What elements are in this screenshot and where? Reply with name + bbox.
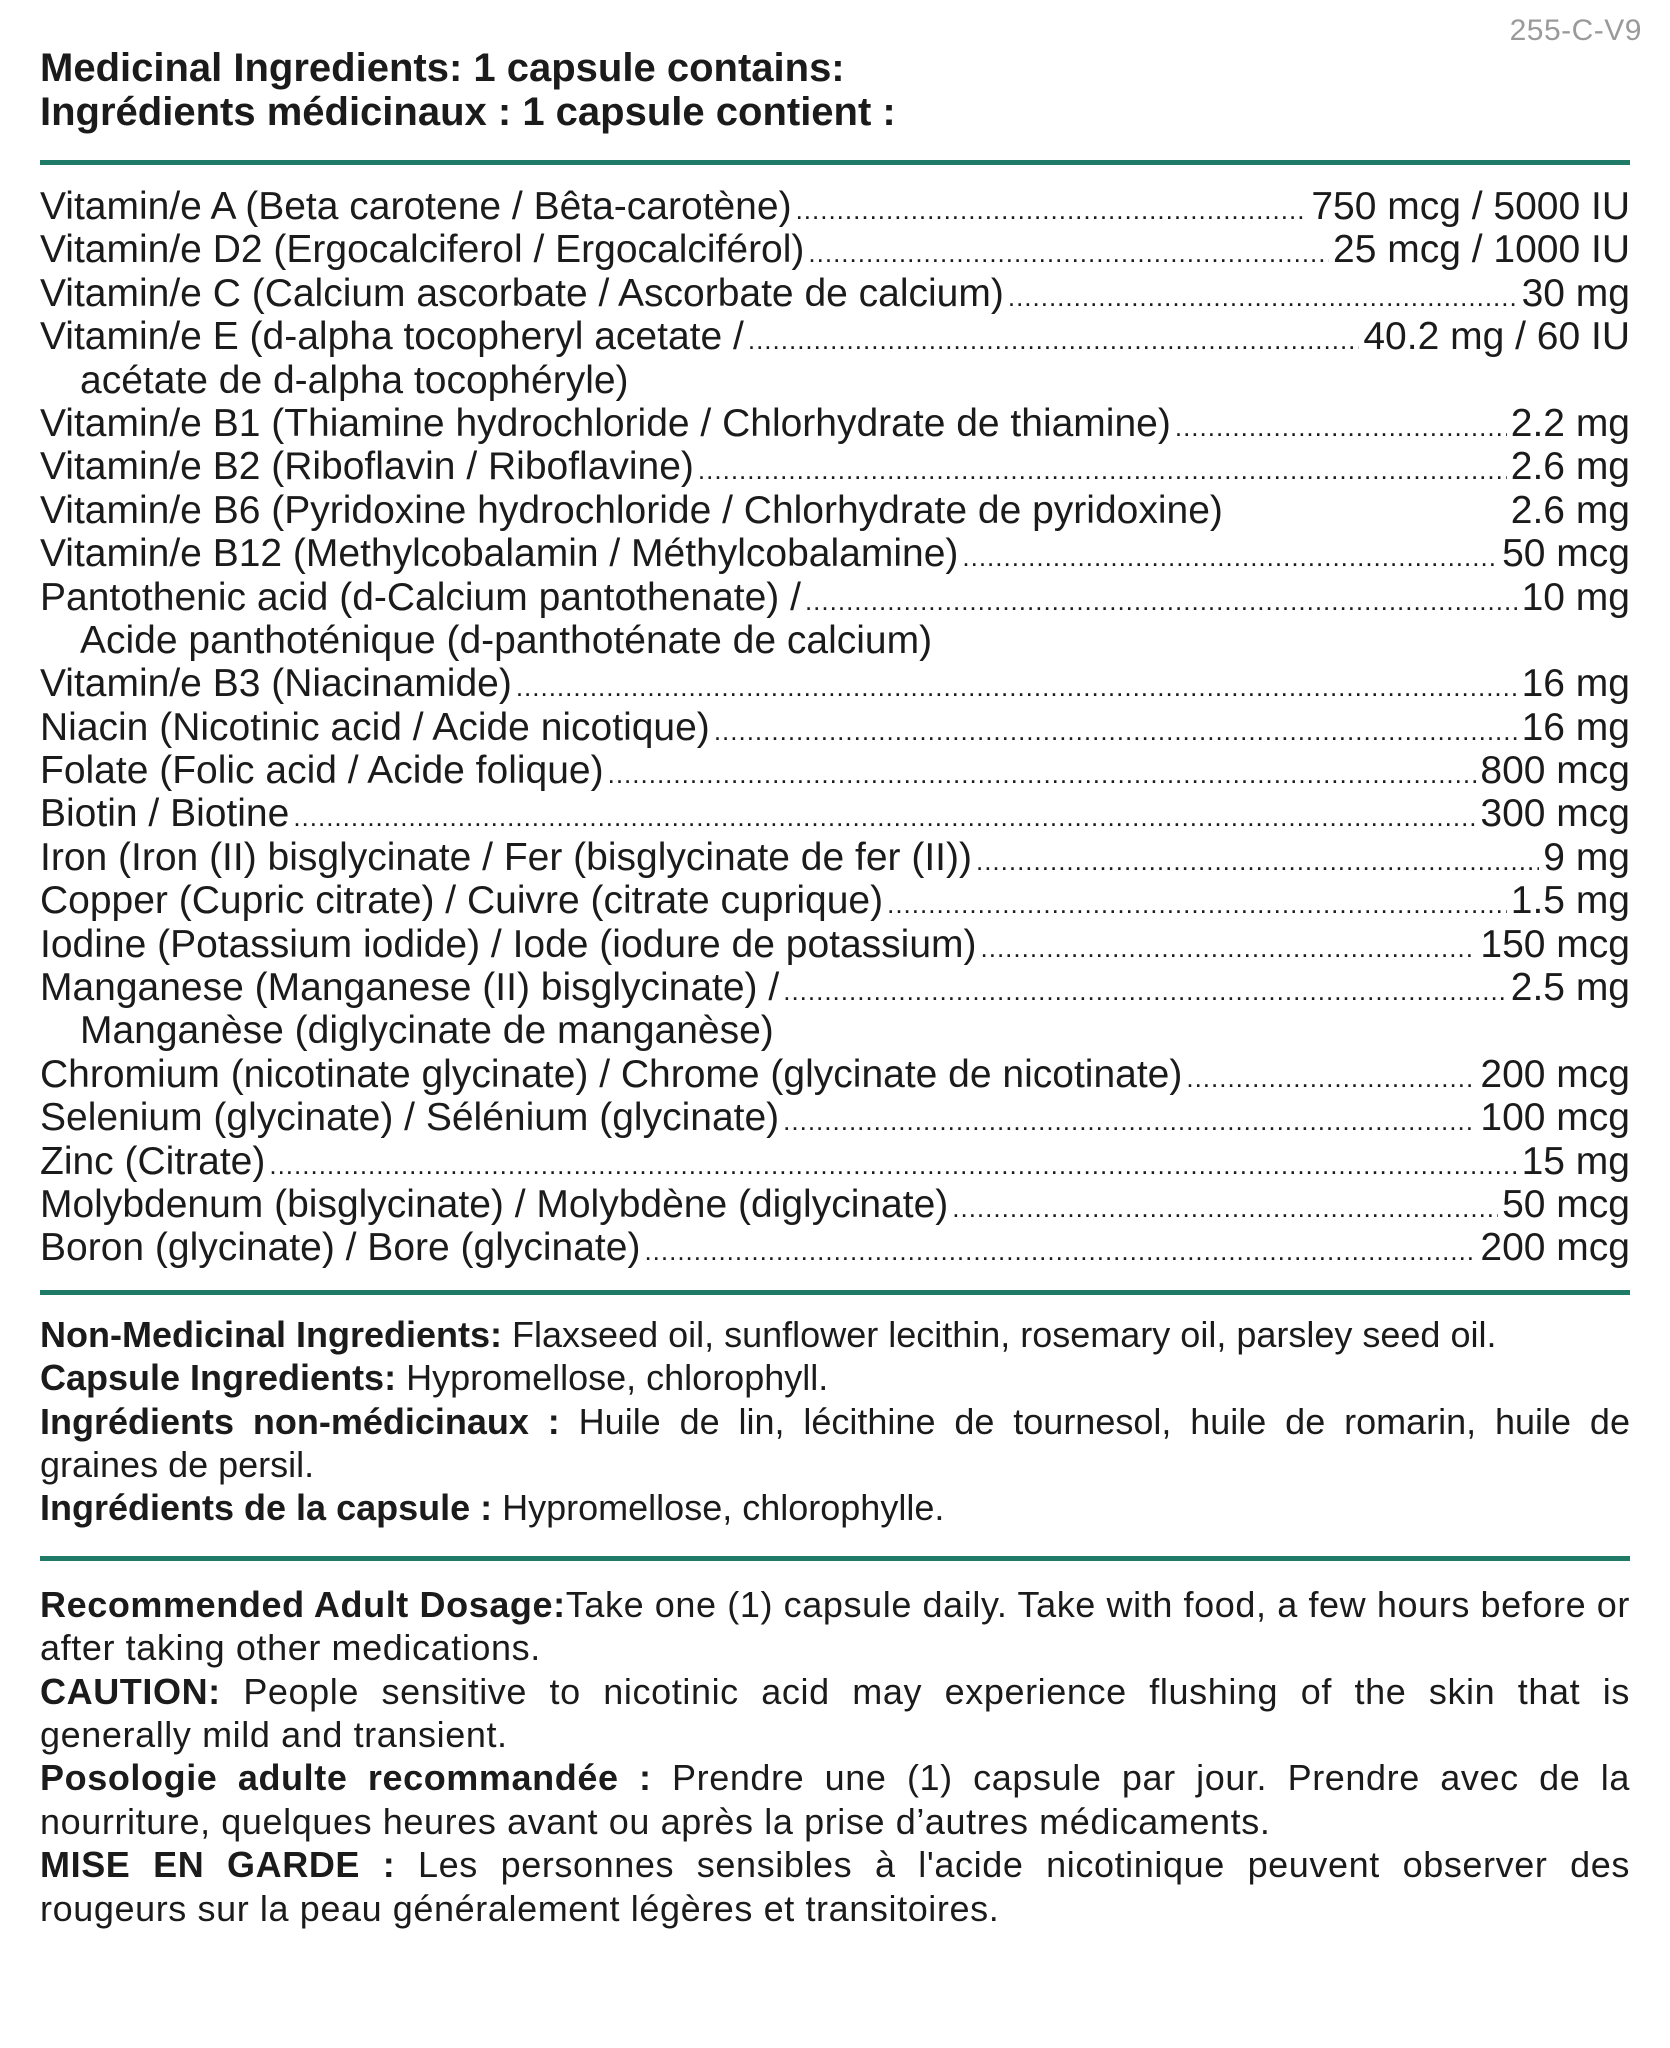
non-medicinal-en-label: Non-Medicinal Ingredients:	[40, 1313, 503, 1355]
dot-leader	[1008, 272, 1518, 315]
ingredient-name: Vitamin/e B1 (Thiamine hydrochloride / Chlorhydrate de thiamine)	[40, 401, 1171, 445]
ingredient-amount: 200 mcg	[1480, 1052, 1630, 1096]
ingredient-row	[40, 315, 1630, 358]
ingredient-name: Vitamin/e D2 (Ergocalciferol / Ergocalciférol)	[40, 228, 805, 272]
ingredient-row	[40, 576, 1630, 619]
dosage-fr-label: Posologie adulte recommandée :	[40, 1757, 652, 1799]
ingredient-amount: 750 mcg / 5000 IU	[1311, 185, 1630, 228]
capsule-ingredients-en-label: Capsule Ingredients:	[40, 1357, 397, 1399]
ingredient-row	[40, 749, 1630, 792]
ingredient-row	[40, 836, 1630, 879]
ingredient-continuation: Acide panthoténique (d-panthoténate de calcium)	[80, 618, 933, 662]
dot-leader	[748, 315, 1360, 358]
ingredient-amount: 15 mg	[1521, 1139, 1630, 1183]
ingredient-name: Zinc (Citrate)	[40, 1139, 266, 1183]
caution-en-label: CAUTION:	[40, 1670, 221, 1712]
ingredient-amount: 100 mcg	[1480, 1096, 1630, 1140]
ingredient-name: Biotin / Biotine	[40, 792, 290, 836]
caution-fr	[40, 1843, 1630, 1930]
ingredient-name: Vitamin/e E (d-alpha tocopheryl acetate /	[40, 315, 744, 359]
ingredient-row	[40, 706, 1630, 749]
ingredient-name: Folate (Folic acid / Acide folique)	[40, 749, 604, 793]
dot-leader	[714, 706, 1518, 749]
ingredient-row	[40, 662, 1630, 705]
dot-leader	[808, 228, 1329, 271]
ingredient-row	[40, 879, 1630, 922]
ingredient-row	[40, 185, 1630, 228]
ingredient-name: Vitamin/e B6 (Pyridoxine hydrochloride / Chlorhydrate de pyridoxine)	[40, 488, 1223, 532]
dot-leader	[981, 923, 1477, 966]
medicinal-header	[40, 46, 1630, 134]
ingredient-amount: 50 mcg	[1502, 1182, 1630, 1226]
dot-leader	[783, 966, 1507, 1009]
ingredient-row	[40, 532, 1630, 575]
ingredient-row	[40, 1053, 1630, 1096]
non-medicinal-section	[40, 1313, 1630, 1530]
dosage-fr	[40, 1756, 1630, 1843]
caution-fr-label: MISE EN GARDE :	[40, 1844, 396, 1886]
supplement-label	[40, 0, 1630, 1930]
ingredient-amount: 30 mg	[1521, 271, 1630, 315]
ingredient-name: Vitamin/e C (Calcium ascorbate / Ascorbate de calcium)	[40, 271, 1004, 315]
dot-leader	[887, 879, 1507, 922]
ingredient-name: Copper (Cupric citrate) / Cuivre (citrate cuprique)	[40, 879, 884, 923]
dot-leader	[698, 445, 1507, 488]
ingredient-amount: 2.6 mg	[1510, 488, 1630, 532]
ingredient-amount: 300 mcg	[1480, 792, 1630, 836]
dot-leader	[962, 532, 1498, 575]
capsule-ingredients-fr-text: Hypromellose, chlorophylle.	[492, 1487, 945, 1529]
ingredient-name: Pantothenic acid (d-Calcium pantothenate) /	[40, 575, 801, 619]
medicinal-header-en: Medicinal Ingredients: 1 capsule contains:	[40, 46, 845, 90]
ingredient-name: Iron (Iron (II) bisglycinate / Fer (bisglycinate de fer (II))	[40, 835, 972, 879]
non-medicinal-fr-text: Huile de lin, lécithine de tournesol, huile de romarin, huile de graines de persil.	[40, 1400, 1630, 1485]
ingredient-name: Selenium (glycinate) / Sélénium (glycinate)	[40, 1096, 780, 1140]
dot-leader	[783, 1096, 1476, 1139]
ingredient-name: Vitamin/e B12 (Methylcobalamin / Méthylcobalamine)	[40, 532, 959, 576]
ingredient-amount: 40.2 mg / 60 IU	[1363, 315, 1630, 359]
divider-rule	[40, 1556, 1630, 1561]
ingredient-amount: 25 mcg / 1000 IU	[1333, 228, 1630, 272]
dosage-en-label: Recommended Adult Dosage:	[40, 1583, 566, 1625]
ingredient-amount: 9 mg	[1543, 835, 1630, 879]
ingredient-continuation: acétate de d-alpha tocophéryle)	[80, 358, 629, 402]
ingredient-amount: 10 mg	[1521, 575, 1630, 619]
ingredient-amount: 200 mcg	[1480, 1226, 1630, 1270]
non-medicinal-fr-label: Ingrédients non-médicinaux :	[40, 1400, 560, 1442]
dot-leader	[976, 836, 1539, 879]
ingredient-row	[40, 923, 1630, 966]
ingredient-amount: 2.6 mg	[1510, 445, 1630, 489]
ingredient-row	[40, 272, 1630, 315]
ingredient-amount: 16 mg	[1521, 705, 1630, 749]
caution-en	[40, 1670, 1630, 1757]
ingredient-amount: 150 mcg	[1480, 922, 1630, 966]
ingredient-row	[40, 1140, 1630, 1183]
dosage-en-text: Take one (1) capsule daily. Take with food, a few hours before or after taking other medications.	[40, 1583, 1631, 1669]
ingredient-amount: 2.5 mg	[1510, 966, 1630, 1010]
dosage-section	[40, 1583, 1630, 1930]
dot-leader	[805, 576, 1518, 619]
ingredient-name: Niacin (Nicotinic acid / Acide nicotique)	[40, 705, 710, 749]
dot-leader	[608, 749, 1477, 792]
ingredient-row	[40, 1226, 1630, 1269]
medicinal-header-fr: Ingrédients médicinaux : 1 capsule contient :	[40, 90, 896, 134]
capsule-ingredients-en-text: Hypromellose, chlorophyll.	[396, 1357, 829, 1399]
ingredient-name: Manganese (Manganese (II) bisglycinate) /	[40, 966, 780, 1010]
ingredient-row	[40, 402, 1630, 445]
ingredient-name: Iodine (Potassium iodide) / Iode (iodure de potassium)	[40, 922, 977, 966]
ingredient-amount: 50 mcg	[1502, 532, 1630, 576]
dosage-en	[40, 1583, 1630, 1670]
divider-rule	[40, 160, 1630, 165]
dot-leader	[1175, 402, 1507, 445]
label-code: 255-C-V9	[1509, 14, 1642, 47]
ingredient-amount: 800 mcg	[1480, 749, 1630, 793]
ingredient-amount: 2.2 mg	[1510, 401, 1630, 445]
ingredient-list	[40, 185, 1630, 1270]
ingredient-name: Molybdenum (bisglycinate) / Molybdène (diglycinate)	[40, 1182, 949, 1226]
non-medicinal-en	[40, 1313, 1630, 1356]
ingredient-row	[40, 1183, 1630, 1226]
ingredient-name: Boron (glycinate) / Bore (glycinate)	[40, 1226, 641, 1270]
capsule-ingredients-fr-label: Ingrédients de la capsule :	[40, 1487, 493, 1529]
ingredient-row	[40, 489, 1630, 532]
dot-leader	[952, 1183, 1498, 1226]
divider-rule	[40, 1290, 1630, 1295]
non-medicinal-fr	[40, 1400, 1630, 1487]
dot-leader	[516, 662, 1518, 705]
ingredient-continuation: Manganèse (diglycinate de manganèse)	[80, 1009, 774, 1053]
dosage-fr-text: Prendre une (1) capsule par jour. Prendre avec de la nourriture, quelques heures avant ou après la prise d’autres médicaments.	[40, 1757, 1630, 1842]
ingredient-name: Vitamin/e B2 (Riboflavin / Riboflavine)	[40, 445, 694, 489]
dot-leader	[1186, 1053, 1476, 1096]
dot-leader	[644, 1226, 1476, 1269]
dot-leader	[293, 792, 1476, 835]
ingredient-row	[40, 1096, 1630, 1139]
capsule-ingredients-en	[40, 1356, 1630, 1399]
ingredient-row	[40, 445, 1630, 488]
dot-leader	[269, 1140, 1517, 1183]
caution-fr-text: Les personnes sensibles à l'acide nicotinique peuvent observer des rougeurs sur la peau généralement légères et transitoires.	[40, 1844, 1630, 1929]
capsule-ingredients-fr	[40, 1486, 1630, 1529]
ingredient-row	[40, 792, 1630, 835]
non-medicinal-en-text: Flaxseed oil, sunflower lecithin, rosemary oil, parsley seed oil.	[502, 1313, 1497, 1355]
ingredient-name: Chromium (nicotinate glycinate) / Chrome (glycinate de nicotinate)	[40, 1052, 1183, 1096]
ingredient-row	[40, 228, 1630, 271]
ingredient-row	[40, 966, 1630, 1009]
ingredient-name: Vitamin/e B3 (Niacinamide)	[40, 662, 512, 706]
caution-en-text: People sensitive to nicotinic acid may experience flushing of the skin that is generally mild and transient.	[40, 1670, 1630, 1756]
ingredient-amount: 1.5 mg	[1510, 879, 1630, 923]
ingredient-amount: 16 mg	[1521, 662, 1630, 706]
dot-leader	[796, 185, 1308, 228]
ingredient-name: Vitamin/e A (Beta carotene / Bêta-carotène)	[40, 185, 792, 228]
